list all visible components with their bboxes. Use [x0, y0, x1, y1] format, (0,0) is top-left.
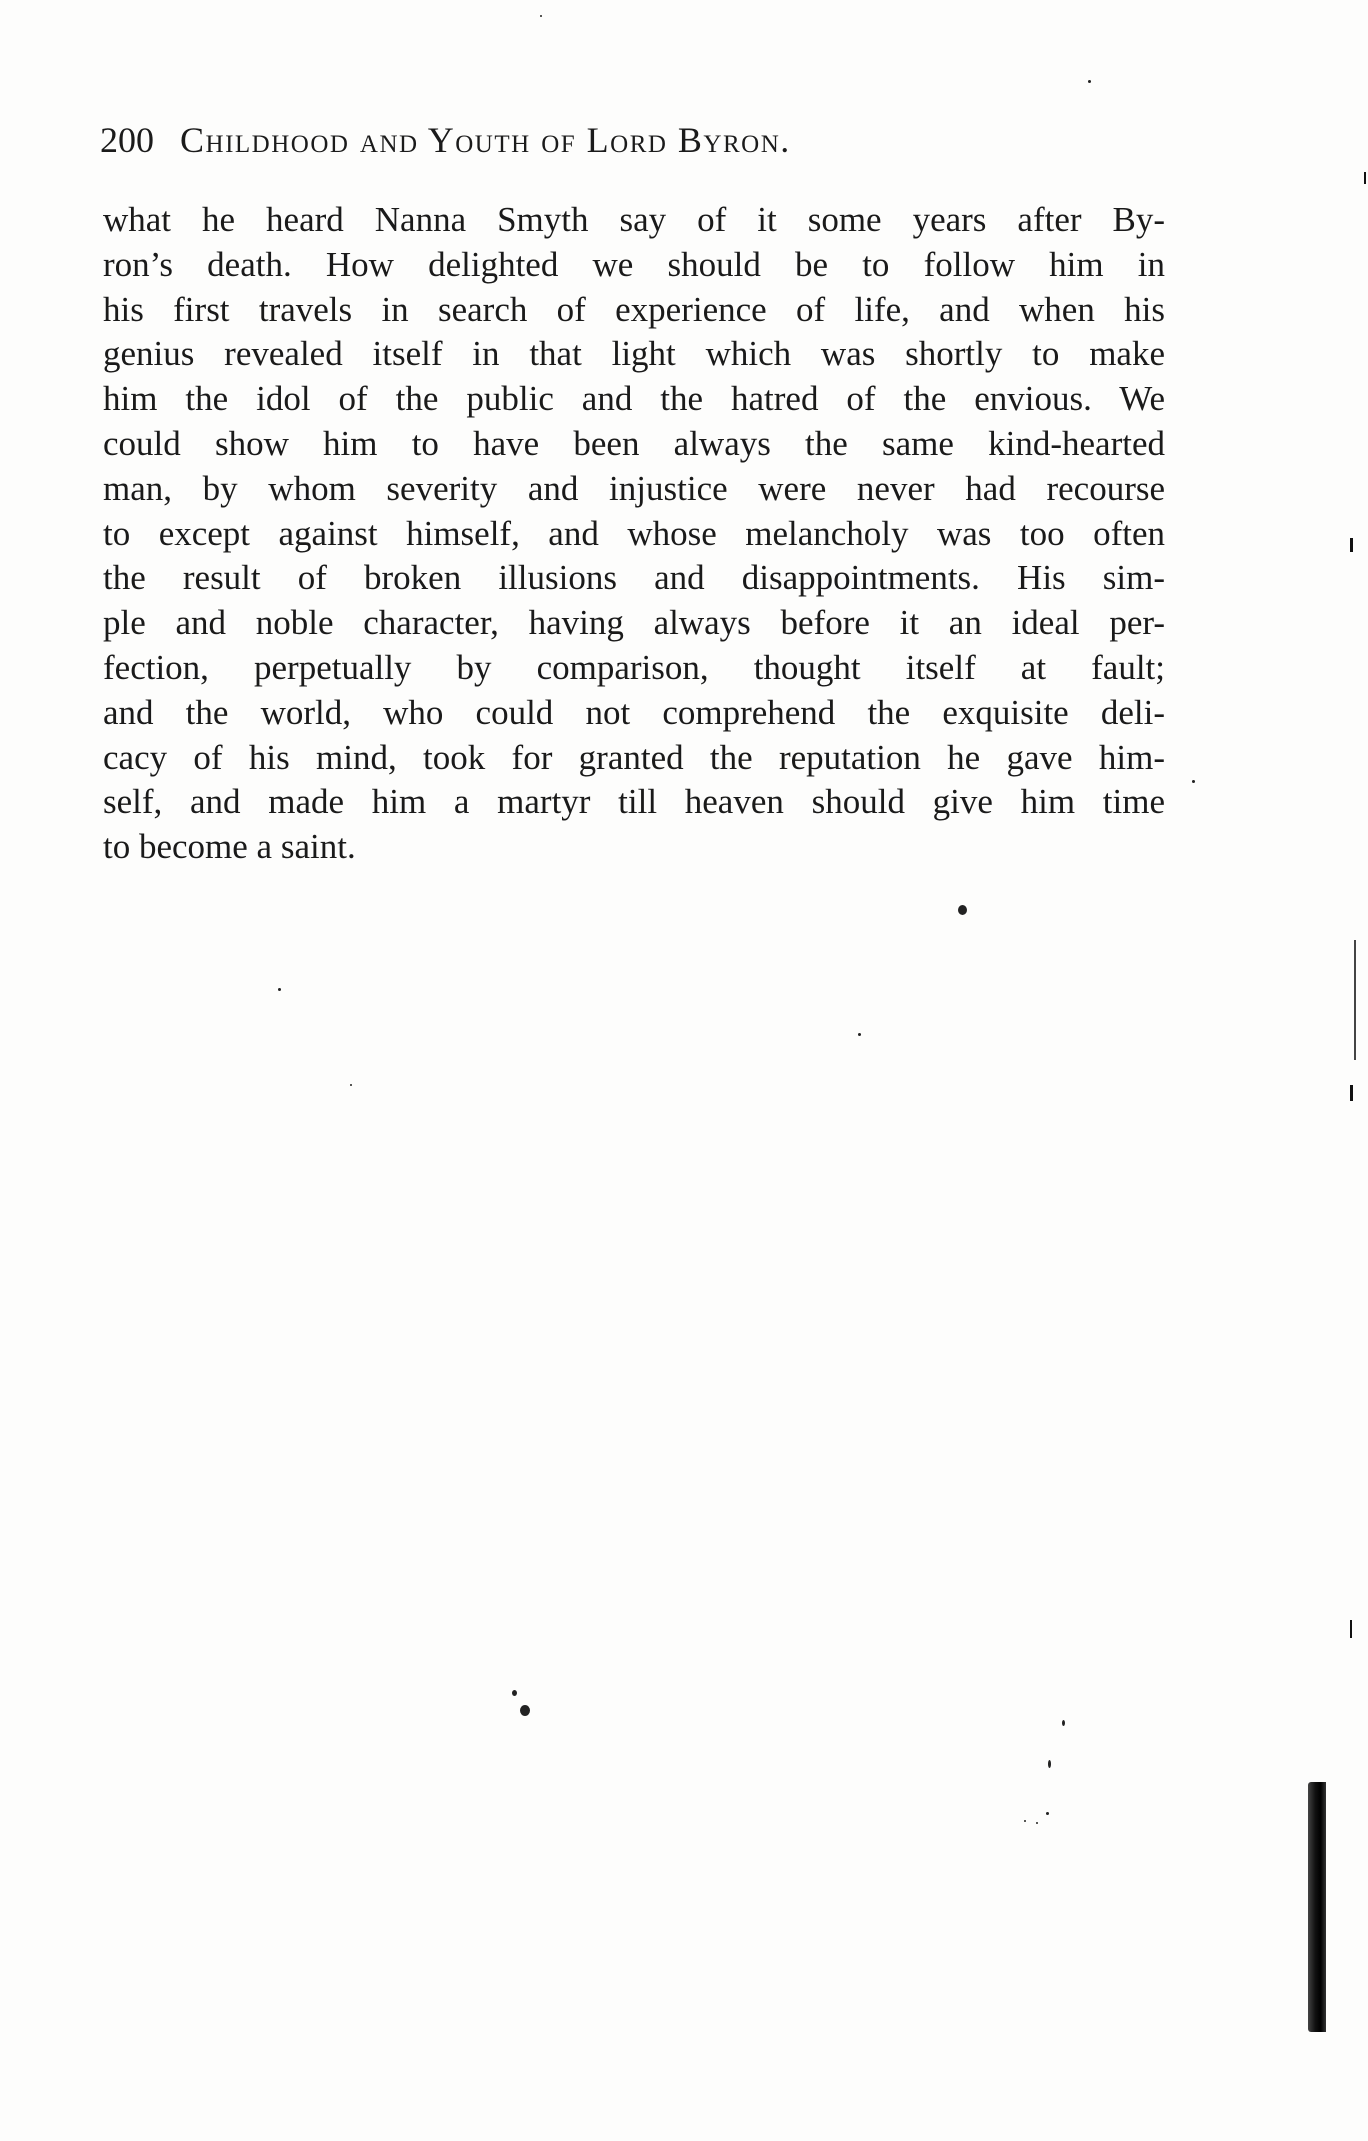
ink-speck [1024, 1820, 1026, 1822]
ink-speck [540, 15, 542, 17]
ink-speck [1048, 1760, 1051, 1768]
edge-mark [1354, 940, 1356, 1060]
text-line: the result of broken illusions and disappointments. His sim- [103, 558, 1165, 598]
ink-speck [1062, 1720, 1065, 1726]
text-line: genius revealed itself in that light which was shortly to make [103, 334, 1165, 374]
body-paragraph [103, 198, 1165, 870]
ink-speck [1036, 1822, 1038, 1824]
text-line: him the idol of the public and the hatred of the envious. We [103, 379, 1165, 419]
running-head-title: Childhood and Youth of Lord Byron. [180, 120, 791, 160]
ink-speck [1046, 1812, 1049, 1815]
ink-speck [958, 905, 967, 915]
ink-speck [1088, 80, 1091, 83]
text-line: what he heard Nanna Smyth say of it some years after By- [103, 200, 1165, 239]
text-line: fection, perpetually by comparison, thought itself at fault; [103, 647, 1165, 687]
ink-speck [278, 988, 281, 991]
ink-speck [350, 1084, 352, 1086]
text-line: ron’s death. How delighted we should be to follow him in [103, 244, 1165, 284]
ink-speck [1192, 780, 1195, 783]
text-line: cacy of his mind, took for granted the reputation he gave him- [103, 737, 1165, 777]
ink-speck [512, 1690, 517, 1696]
scan-edge-shadow [1308, 1782, 1326, 2032]
running-head [100, 118, 1160, 162]
text-line: self, and made him a martyr till heaven should give him time [103, 782, 1165, 822]
edge-mark [1350, 1620, 1352, 1638]
text-line: to become a saint. [103, 827, 356, 867]
edge-mark [1364, 172, 1366, 184]
text-line: and the world, who could not comprehend the exquisite deli- [103, 692, 1165, 732]
ink-speck [520, 1705, 530, 1716]
ink-speck [858, 1033, 861, 1036]
text-line: his first travels in search of experience of life, and when his [103, 289, 1165, 329]
text-line: to except against himself, and whose melancholy was too often [103, 513, 1165, 553]
text-line: could show him to have been always the same kind-hearted [103, 423, 1165, 463]
text-line: man, by whom severity and injustice were never had recourse [103, 468, 1165, 508]
edge-mark [1350, 538, 1353, 552]
text-line: ple and noble character, having always before it an ideal per- [103, 603, 1165, 643]
page-number: 200 [100, 120, 154, 160]
edge-mark [1350, 1085, 1353, 1101]
